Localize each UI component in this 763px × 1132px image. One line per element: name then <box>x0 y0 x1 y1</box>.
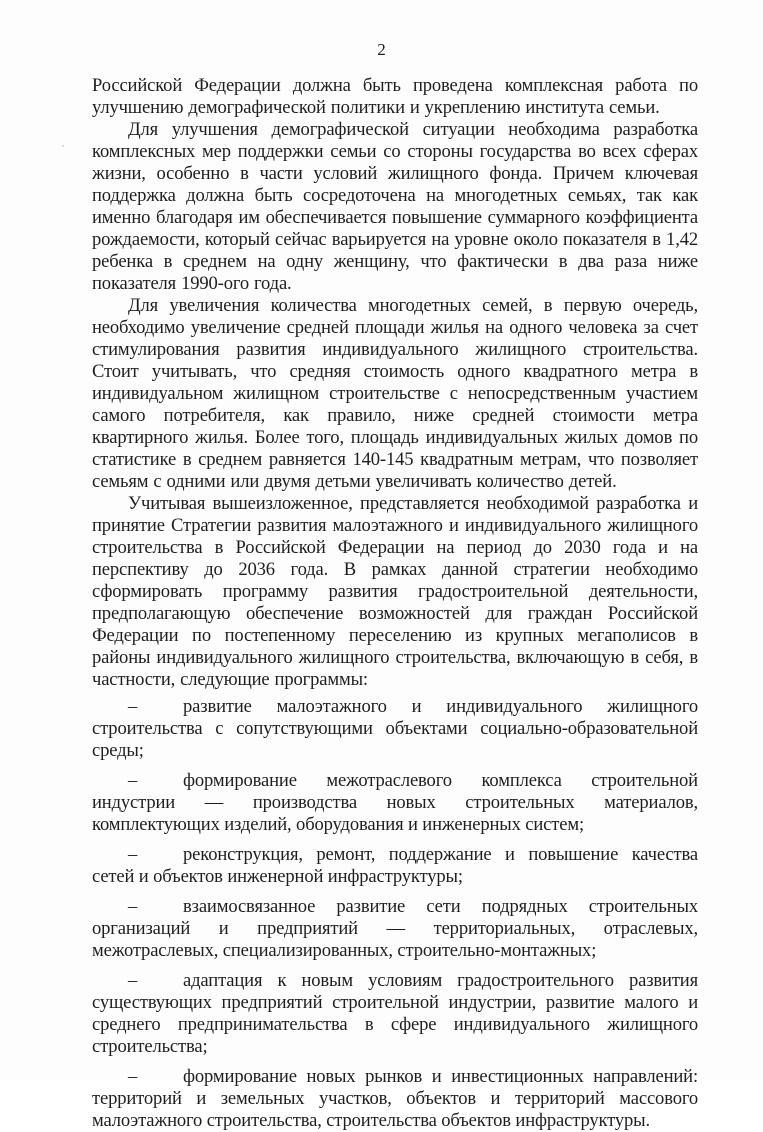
list-dash: – <box>128 1066 138 1087</box>
list-item-text: реконструкция, ремонт, поддержание и повышение качества сетей и объектов инженерной инфраструктуры; <box>92 844 698 887</box>
list-item-text: адаптация к новым условиям градостроительного развития существующих предприятий строительной индустрии, развитие малого и среднего предпринимательства в сфере индивидуального жилищного строительства; <box>92 970 698 1057</box>
paragraph-demographic-measures: Для улучшения демографической ситуации необходима разработка комплексных мер поддержки семьи со стороны государства во всех сферах жизни, особенно в части условий жилищного фонда. Причем ключевая поддержка должна быть сосредоточена на многодетных семьях, так как именно благодаря им обеспечивается повышение суммарного коэффициента рождаемости, который сейчас варьируется на уровне около показателя в 1,42 ребенка в среднем на одну женщину, что фактически в два раза ниже показателя 1990-ого года. <box>92 119 698 294</box>
paragraph-large-families: Для увеличения количества многодетных семей, в первую очередь, необходимо увеличение средней площади жилья на одного человека за счет стимулирования развития индивидуального жилищного строительства. Стоит учитывать, что средняя стоимость одного квадратного метра в индивидуальном жилищном строительстве с непосредственным участием самого потребителя, как правило, ниже средней стоимости метра квартирного жилья. Более того, площадь индивидуальных жилых домов по статистике в среднем равняется 140-145 квадратным метрам, что позволяет семьям с одними или двумя детьми увеличивать количество детей. <box>92 295 698 492</box>
list-item-text: формирование новых рынков и инвестиционных направлений: территорий и земельных участков, объектов и территорий массового малоэтажного строительства, строительства объектов инфраструктуры. <box>92 1066 698 1131</box>
list-item <box>92 696 698 762</box>
list-dash: – <box>128 970 138 991</box>
document-body <box>92 75 698 1132</box>
list-dash: – <box>128 696 138 717</box>
list-item <box>92 770 698 836</box>
list-item <box>92 970 698 1058</box>
list-item <box>92 1066 698 1132</box>
list-dash: – <box>128 896 138 917</box>
list-dash: – <box>128 844 138 865</box>
list-item-text: взаимосвязанное развитие сети подрядных строительных организаций и предприятий — территориальных, отраслевых, межотраслевых, специализированных, строительно-монтажных; <box>92 896 698 961</box>
list-item-text: формирование межотраслевого комплекса строительной индустрии — производства новых строительных материалов, комплектующих изделий, оборудования и инженерных систем; <box>92 770 698 835</box>
programs-list <box>92 696 698 1132</box>
scan-speck <box>62 145 64 147</box>
page-number: 2 <box>377 40 386 59</box>
paragraph-continuation: Российской Федерации должна быть проведена комплексная работа по улучшению демографической политики и укреплению института семьи. <box>92 75 698 118</box>
list-dash: – <box>128 770 138 791</box>
paragraph-strategy: Учитывая вышеизложенное, представляется необходимой разработка и принятие Стратегии развития малоэтажного и индивидуального жилищного строительства в Российской Федерации на период до 2030 года и на перспективу до 2036 года. В рамках данной стратегии необходимо сформировать программу развития градостроительной деятельности, предполагающую обеспечение возможностей для граждан Российской Федерации по постепенному переселению из крупных мегаполисов в районы индивидуального жилищного строительства, включающую в себя, в частности, следующие программы: <box>92 493 698 690</box>
list-item <box>92 896 698 962</box>
list-item <box>92 844 698 888</box>
list-item-text: развитие малоэтажного и индивидуального жилищного строительства с сопутствующими объектами социально-образовательной среды; <box>92 696 698 761</box>
